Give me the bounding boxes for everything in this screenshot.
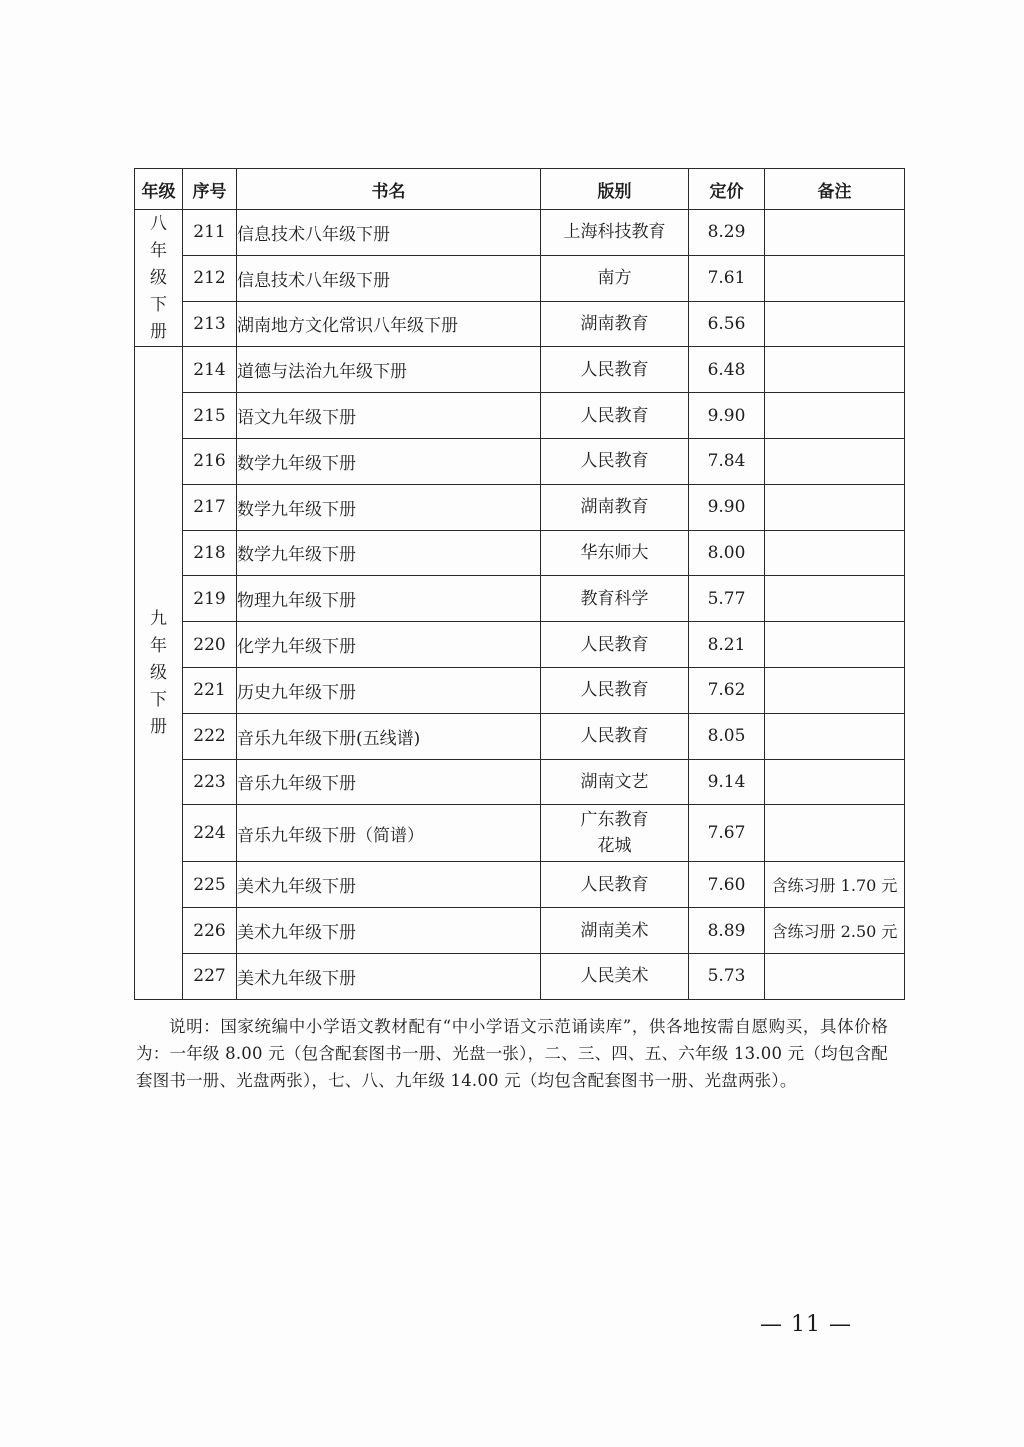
cell-publisher: 华东师大 <box>541 530 689 576</box>
cell-no: 216 <box>183 438 237 484</box>
cell-note <box>765 622 905 668</box>
cell-no: 217 <box>183 484 237 530</box>
header-title: 书名 <box>237 169 541 210</box>
cell-publisher: 人民教育 <box>541 347 689 393</box>
cell-note <box>765 255 905 301</box>
cell-publisher: 人民教育 <box>541 713 689 759</box>
cell-publisher: 人民教育 <box>541 667 689 713</box>
cell-no: 213 <box>183 301 237 347</box>
cell-publisher: 南方 <box>541 255 689 301</box>
cell-no: 220 <box>183 622 237 668</box>
cell-note <box>765 347 905 393</box>
header-no: 序号 <box>183 169 237 210</box>
cell-title: 数学九年级下册 <box>237 484 541 530</box>
cell-publisher: 湖南美术 <box>541 908 689 954</box>
cell-publisher: 人民教育 <box>541 862 689 908</box>
cell-title: 音乐九年级下册 <box>237 759 541 805</box>
cell-title: 信息技术八年级下册 <box>237 210 541 256</box>
cell-publisher <box>541 805 689 862</box>
cell-note: 含练习册 2.50 元 <box>765 908 905 954</box>
table-row <box>135 484 905 530</box>
table-row <box>135 862 905 908</box>
cell-no: 224 <box>183 805 237 862</box>
cell-note <box>765 530 905 576</box>
table-row <box>135 438 905 484</box>
cell-title: 湖南地方文化常识八年级下册 <box>237 301 541 347</box>
table-row <box>135 953 905 999</box>
cell-publisher: 人民教育 <box>541 622 689 668</box>
table-row <box>135 576 905 622</box>
cell-title: 信息技术八年级下册 <box>237 255 541 301</box>
cell-price: 7.67 <box>689 805 765 862</box>
cell-publisher: 湖南文艺 <box>541 759 689 805</box>
grade-cell-9: 九 年 级 下 册 <box>135 347 183 999</box>
cell-price: 7.60 <box>689 862 765 908</box>
header-price: 定价 <box>689 169 765 210</box>
cell-title: 美术九年级下册 <box>237 862 541 908</box>
header-note: 备注 <box>765 169 905 210</box>
table-row <box>135 301 905 347</box>
cell-price: 6.48 <box>689 347 765 393</box>
publisher-line-1: 广东教育 <box>580 810 649 831</box>
cell-no: 227 <box>183 953 237 999</box>
cell-title: 数学九年级下册 <box>237 438 541 484</box>
cell-price: 9.90 <box>689 484 765 530</box>
cell-price: 5.77 <box>689 576 765 622</box>
cell-price: 9.14 <box>689 759 765 805</box>
cell-price: 7.62 <box>689 667 765 713</box>
cell-no: 225 <box>183 862 237 908</box>
cell-price: 6.56 <box>689 301 765 347</box>
cell-title: 化学九年级下册 <box>237 622 541 668</box>
table-row <box>135 759 905 805</box>
cell-publisher: 人民教育 <box>541 438 689 484</box>
cell-title: 音乐九年级下册(五线谱) <box>237 713 541 759</box>
table-row <box>135 393 905 439</box>
table-row <box>135 210 905 256</box>
cell-note <box>765 484 905 530</box>
cell-no: 221 <box>183 667 237 713</box>
cell-title: 美术九年级下册 <box>237 953 541 999</box>
cell-publisher: 上海科技教育 <box>541 210 689 256</box>
cell-publisher: 人民美术 <box>541 953 689 999</box>
cell-title: 数学九年级下册 <box>237 530 541 576</box>
table-header-row <box>135 169 905 210</box>
table-row <box>135 622 905 668</box>
cell-note <box>765 438 905 484</box>
cell-price: 7.84 <box>689 438 765 484</box>
cell-note <box>765 759 905 805</box>
cell-no: 226 <box>183 908 237 954</box>
cell-note <box>765 210 905 256</box>
table-row <box>135 805 905 862</box>
cell-note <box>765 805 905 862</box>
cell-title: 音乐九年级下册（简谱） <box>237 805 541 862</box>
cell-no: 211 <box>183 210 237 256</box>
cell-publisher: 湖南教育 <box>541 301 689 347</box>
cell-title: 语文九年级下册 <box>237 393 541 439</box>
textbook-price-table <box>134 168 905 1000</box>
cell-title: 道德与法治九年级下册 <box>237 347 541 393</box>
header-grade: 年级 <box>135 169 183 210</box>
cell-title: 物理九年级下册 <box>237 576 541 622</box>
cell-price: 8.89 <box>689 908 765 954</box>
cell-price: 5.73 <box>689 953 765 999</box>
cell-title: 美术九年级下册 <box>237 908 541 954</box>
cell-note <box>765 393 905 439</box>
table-row <box>135 255 905 301</box>
cell-note <box>765 667 905 713</box>
cell-no: 219 <box>183 576 237 622</box>
cell-no: 218 <box>183 530 237 576</box>
cell-price: 8.00 <box>689 530 765 576</box>
table-row <box>135 667 905 713</box>
table-row <box>135 530 905 576</box>
cell-price: 8.29 <box>689 210 765 256</box>
cell-price: 8.21 <box>689 622 765 668</box>
cell-publisher: 人民教育 <box>541 393 689 439</box>
cell-no: 214 <box>183 347 237 393</box>
cell-note <box>765 953 905 999</box>
cell-no: 223 <box>183 759 237 805</box>
table-row <box>135 347 905 393</box>
cell-note <box>765 576 905 622</box>
publisher-line-2: 花城 <box>597 836 632 857</box>
cell-no: 222 <box>183 713 237 759</box>
header-publisher: 版别 <box>541 169 689 210</box>
table-row <box>135 908 905 954</box>
explanatory-note: 说明：国家统编中小学语文教材配有“中小学语文示范诵读库”，供各地按需自愿购买，具体价格为：一年级 8.00 元（包含配套图书一册、光盘一张），二、三、四、五、六年级 13.00 元（均包含配套图书一册、光盘两张），七、八、九年级 14.00 元（均包含配套图书一册、光盘两张）。 <box>136 1016 888 1090</box>
cell-price: 8.05 <box>689 713 765 759</box>
cell-title: 历史九年级下册 <box>237 667 541 713</box>
cell-no: 215 <box>183 393 237 439</box>
cell-no: 212 <box>183 255 237 301</box>
cell-price: 9.90 <box>689 393 765 439</box>
page-number: — 11 — <box>760 1312 852 1337</box>
cell-note <box>765 301 905 347</box>
table-row <box>135 713 905 759</box>
cell-note: 含练习册 1.70 元 <box>765 862 905 908</box>
cell-price: 7.61 <box>689 255 765 301</box>
grade-cell-8: 八 年 级 下 册 <box>135 210 183 347</box>
cell-publisher: 湖南教育 <box>541 484 689 530</box>
cell-note <box>765 713 905 759</box>
cell-publisher: 教育科学 <box>541 576 689 622</box>
